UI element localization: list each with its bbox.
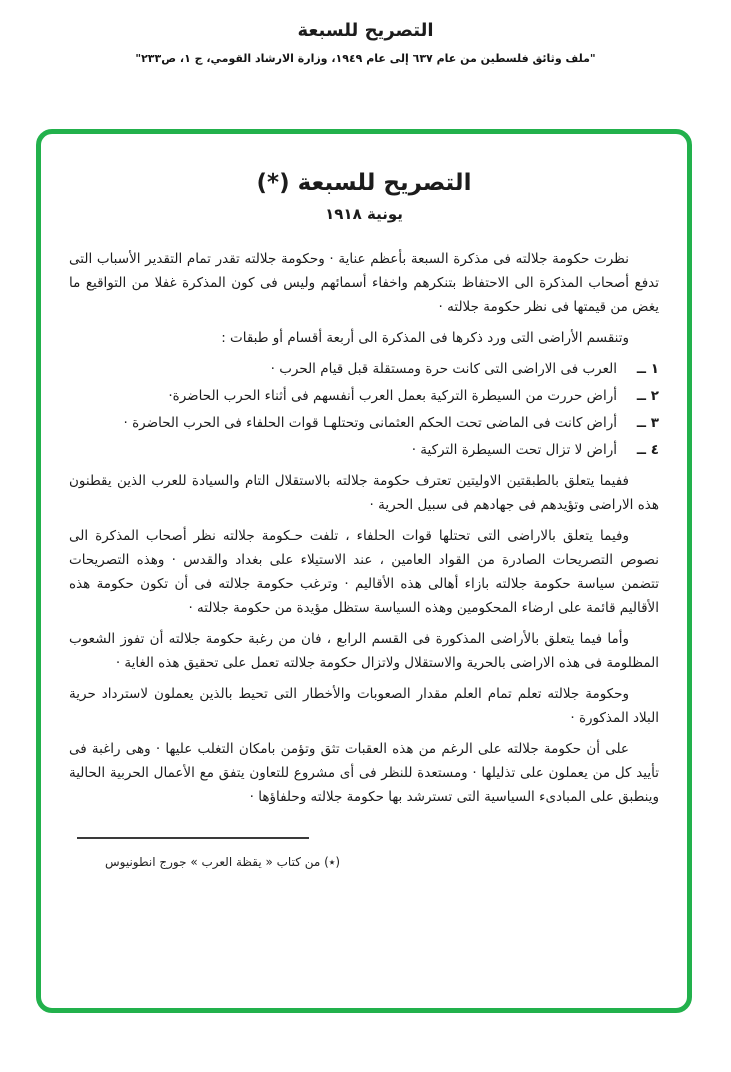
list-item [69,411,659,435]
list-item-text: أراض حررت من السيطرة التركية بعمل العرب أنفسهم فى أثناء الحرب الحاضرة· [168,388,617,404]
document-date: يونية ١٩١٨ [325,205,403,223]
body-paragraph: على أن حكومة جلالته على الرغم من هذه العقبات تثق وتؤمن بامكان التغلب عليها · وهى راغبة فى تأييد كل من يعملون على تذليلها · ومستعدة للنظر فى أى مشروع للتعاون يتفق مع الأعمال الحربية الحالية وينطبق على المبادىء السياسية التى تسترشد بها حكومة جلالته وحلفاؤها · [69,741,659,805]
list-item-text: أراض لا تزال تحت السيطرة التركية · [411,442,617,458]
list-item-number: ٤ ــ [636,442,659,458]
list-item-text: أراض كانت فى الماضى تحت الحكم العثمانى وتحتلهـا قوات الحلفاء فى الحرب الحاضرة · [123,415,617,431]
footnote-text: (٭) من كتاب « يقظة العرب » جورج انطونيوس [105,855,341,869]
list-item-number: ٣ ــ [636,415,659,431]
footnote [69,823,659,874]
document-body [69,247,659,874]
list-item [69,357,659,381]
opening-paragraph: نظرت حكومة جلالته فى مذكرة السبعة بأعظم عناية · وحكومة جلالته تقدر تمام التقدير الأسباب التى تدفع أصحاب المذكرة الى الاحتفاظ بتنكرهم واخفاء أسمائهم وليس فى كون المذكرة غفلا من التواقيع ما يغض من قيمتها فى نظر حكومة جلالته · [69,251,659,315]
document-title: التصريح للسبعة (*) [256,170,472,196]
body-paragraph: ففيما يتعلق بالطبقتين الاوليتين تعترف حكومة جلالته بالاستقلال التام والسيادة للعرب الذين يقطنون هذه الاراضى وتؤيدهم فى جهادهم فى سبيل الحرية · [69,473,659,513]
list-item [69,384,659,408]
list-item-text: العرب فى الاراضى التى كانت حرة ومستقلة قبل قيام الحرب · [270,361,617,377]
footnote-rule-container [69,823,659,847]
document-frame [36,129,692,1013]
list-item-number: ١ ــ [636,361,659,377]
body-paragraph: وحكومة جلالته تعلم تمام العلم مقدار الصعوبات والأخطار التى تحيط بالذين يعملون لاسترداد حرية البلاد المذكورة · [69,686,659,726]
page-title: التصريح للسبعة [297,20,434,41]
source-citation: "ملف وثائق فلسطين من عام ٦٣٧ إلى عام ١٩٤٩، وزارة الارشاد القومي، ج ١، ص٢٣٣" [135,52,596,65]
footnote-rule [77,837,309,839]
territory-class-list [69,357,659,462]
classification-intro: وتنقسم الأراضى التى ورد ذكرها فى المذكرة الى أربعة أقسام أو طبقات : [221,330,629,346]
page-header [0,0,731,65]
body-paragraph: وفيما يتعلق بالاراضى التى تحتلها قوات الحلفاء ، تلفت حـكومة جلالته نظر أصحاب المذكرة الى نصوص التصريحات الصادرة من القواد العامين ، عند الاستيلاء على بغداد والقدس · وهذه التصريحات تتضمن سياسة حكومة جلالته بازاء أهالى هذه الأقاليم · وترغب حكومة جلالته فى أن تكون حكومة هذه الأقاليم قائمة على ارضاء المحكومين وهذه السياسة ستظل مؤيدة من حكومة جلالته · [69,528,659,616]
body-paragraph: وأما فيما يتعلق بالأراضى المذكورة فى القسم الرابع ، فان من رغبة حكومة جلالته أن تفوز الشعوب المظلومة فى هذه الاراضى بالحرية والاستقلال ولاتزال حكومة جلالته تعمل على تحقيق هذه الغاية · [69,631,659,671]
list-item-number: ٢ ــ [636,388,659,404]
list-item [69,438,659,462]
